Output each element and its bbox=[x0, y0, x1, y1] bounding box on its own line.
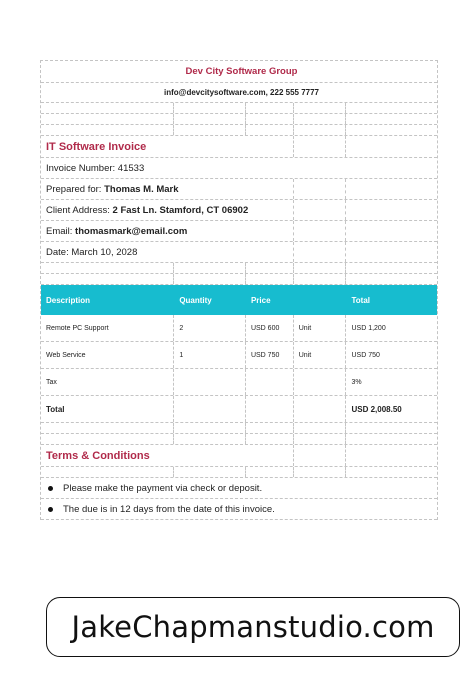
terms-text: The due is in 12 days from the date of this invoice. bbox=[63, 503, 275, 515]
terms-item bbox=[41, 499, 437, 520]
item-description: Web Service bbox=[46, 351, 86, 359]
invoice-sheet bbox=[40, 60, 438, 520]
watermark-text: JakeChapmanstudio.com bbox=[71, 610, 435, 644]
client-address-row bbox=[41, 200, 437, 221]
table-header bbox=[41, 285, 437, 315]
company-row bbox=[41, 61, 437, 83]
spacer-row bbox=[41, 423, 437, 434]
terms-item bbox=[41, 478, 437, 499]
bullet-icon bbox=[48, 486, 53, 491]
item-quantity: 1 bbox=[179, 351, 184, 359]
spacer-row bbox=[41, 125, 437, 136]
total-row bbox=[41, 396, 437, 423]
item-description: Tax bbox=[46, 378, 57, 386]
item-quantity: 2 bbox=[179, 324, 184, 332]
invoice-title-row bbox=[41, 136, 437, 158]
item-unit: Unit bbox=[298, 351, 312, 359]
watermark-banner bbox=[46, 597, 460, 657]
email-row bbox=[41, 221, 437, 242]
invoice-date: Date: March 10, 2028 bbox=[46, 246, 138, 258]
item-price: USD 750 bbox=[250, 351, 280, 359]
table-row bbox=[41, 369, 437, 396]
date-row bbox=[41, 242, 437, 263]
contact-row bbox=[41, 83, 437, 103]
prepared-label: Prepared for: bbox=[46, 183, 105, 195]
spacer-row bbox=[41, 434, 437, 445]
header-quantity: Quantity bbox=[179, 295, 212, 305]
invoice-number-row bbox=[41, 158, 437, 179]
header-total: Total bbox=[351, 295, 370, 305]
item-total: USD 750 bbox=[351, 351, 380, 359]
spacer-row bbox=[41, 103, 437, 114]
spacer-row bbox=[41, 467, 437, 478]
spacer-row bbox=[41, 263, 437, 274]
invoice-title: IT Software Invoice bbox=[46, 140, 147, 153]
company-contact: info@devcitysoftware.com, 222 555 7777 bbox=[164, 88, 319, 97]
header-price: Price bbox=[250, 295, 271, 305]
spacer-row bbox=[41, 274, 437, 285]
header-description: Description bbox=[46, 295, 91, 305]
total-value: USD 2,008.50 bbox=[351, 404, 402, 414]
company-name: Dev City Software Group bbox=[185, 66, 298, 77]
item-total: 3% bbox=[351, 378, 362, 386]
item-description: Remote PC Support bbox=[46, 324, 109, 332]
client-address: 2 Fast Ln. Stamford, CT 06902 bbox=[112, 204, 249, 216]
spacer-row bbox=[41, 114, 437, 125]
client-email: thomasmark@email.com bbox=[75, 225, 188, 237]
item-unit: Unit bbox=[298, 324, 312, 332]
address-label: Client Address: bbox=[46, 204, 113, 216]
bullet-icon bbox=[48, 507, 53, 512]
client-name: Thomas M. Mark bbox=[104, 183, 179, 195]
prepared-for-row bbox=[41, 179, 437, 200]
email-label: Email: bbox=[46, 225, 76, 237]
item-price: USD 600 bbox=[250, 324, 280, 332]
item-total: USD 1,200 bbox=[351, 324, 386, 332]
terms-title: Terms & Conditions bbox=[46, 449, 150, 462]
table-row bbox=[41, 342, 437, 369]
terms-text: Please make the payment via check or deposit. bbox=[63, 482, 263, 494]
table-row bbox=[41, 315, 437, 342]
invoice-number: Invoice Number: 41533 bbox=[46, 162, 145, 174]
terms-title-row bbox=[41, 445, 437, 467]
total-label: Total bbox=[46, 404, 65, 414]
